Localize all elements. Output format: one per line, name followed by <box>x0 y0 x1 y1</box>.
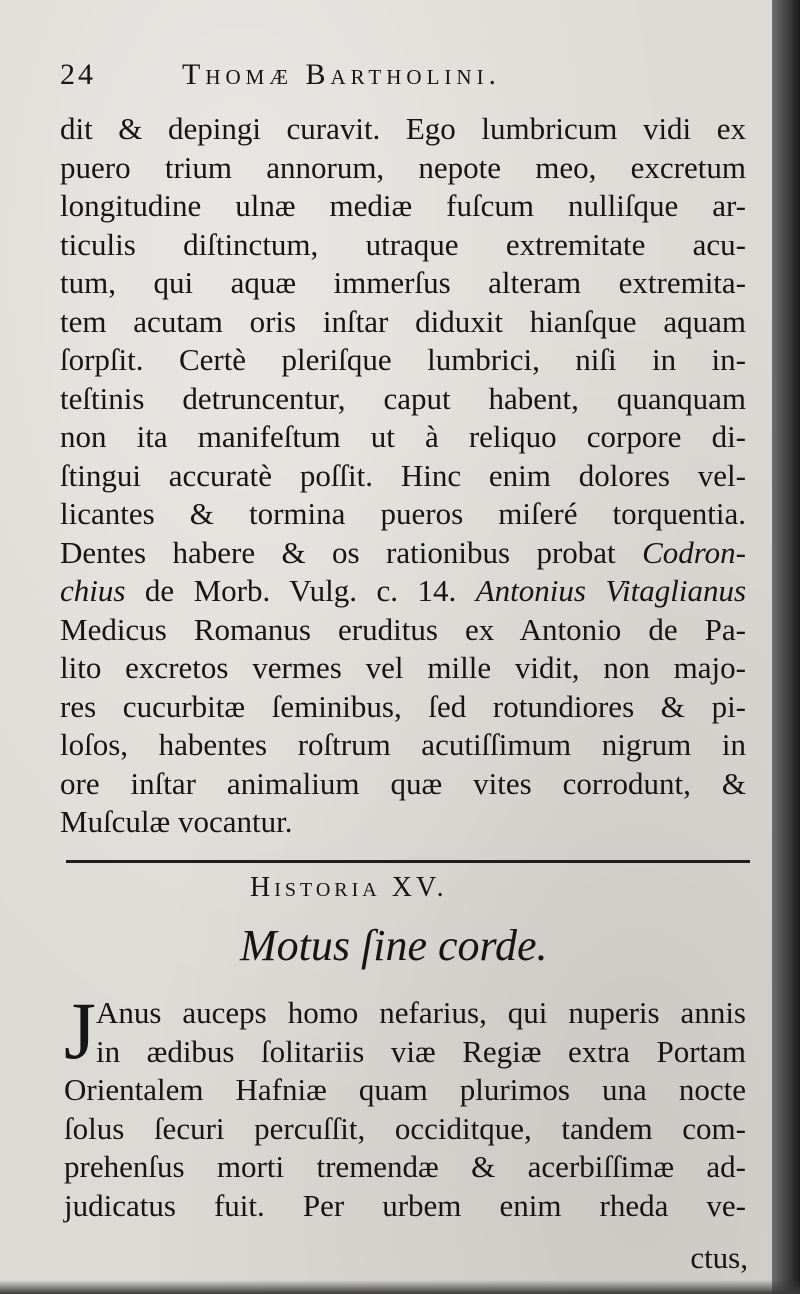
section-heading: Historia XV. <box>250 872 448 903</box>
text-line: ticulis diſtinctum, utraque extremitate acu- <box>60 226 746 262</box>
text-line: prehenſus morti tremendæ & acerbiſſimæ ad- <box>64 1149 746 1184</box>
section-text-block <box>64 985 746 1225</box>
citation-author-cont: chius <box>60 573 126 608</box>
text-line: longitudine ulnæ mediæ fuſcum nulliſque ar- <box>60 188 746 223</box>
text-line: dit & depingi curavit. Ego lumbricum vidi ex <box>60 111 746 146</box>
drop-cap: J <box>64 985 96 1076</box>
main-text-block <box>60 110 746 842</box>
text-line: ſolus ſecuri percuſſit, occiditque, tandem com- <box>64 1110 746 1146</box>
page-bottom-shadow <box>0 1280 800 1294</box>
text-line-citation <box>60 572 746 611</box>
text-line: tem acutam oris inſtar diduxit hianſque aquam <box>60 303 746 339</box>
citation-reference: de Morb. Vulg. c. 14. <box>144 573 457 608</box>
text-line: ore inſtar animalium quæ vites corrodunt, & <box>60 765 746 801</box>
running-head <box>60 58 750 102</box>
text-line: Anus auceps homo nefarius, qui nuperis annis <box>96 995 746 1030</box>
text-line-dentes <box>60 534 746 573</box>
text-line: puero trium annorum, nepote meo, excretum <box>60 149 746 185</box>
citation-author: Codron- <box>642 534 746 570</box>
page-edge-shadow <box>772 0 800 1294</box>
text-line: judicatus fuit. Per urbem enim rheda ve- <box>64 1187 746 1223</box>
catchword: ctus, <box>690 1240 748 1275</box>
text-line: res cucurbitæ ſeminibus, ſed rotundiores & pi- <box>60 688 746 724</box>
page-number: 24 <box>60 58 96 91</box>
text-line: Muſculæ vocantur. <box>60 804 293 839</box>
text-line: ſorpſit. Certè pleriſque lumbrici, niſi in in- <box>60 342 746 377</box>
section-divider <box>66 860 750 863</box>
text-line: Medicus Romanus eruditus ex Antonio de Pa- <box>60 611 746 647</box>
running-title: Thomæ Bartholini. <box>182 58 502 91</box>
text-line: ſtingui accuratè poſſit. Hinc enim dolores vel- <box>60 457 746 493</box>
citation-name: Antonius Vitaglianus <box>475 573 747 608</box>
section-subtitle: Motus ſine corde. <box>240 921 548 970</box>
text-line: loſos, habentes roſtrum acutiſſimum nigrum in <box>60 727 746 762</box>
text-line: teſtinis detruncentur, caput habent, quanquam <box>60 380 746 416</box>
text-line: licantes & tormina pueros miſeré torquentia. <box>60 496 746 531</box>
text-line: Orientalem Hafniæ quam plurimos una nocte <box>64 1072 746 1107</box>
text-line: tum, qui aquæ immerſus alteram extremita- <box>60 265 746 300</box>
text-line: in ædibus ſolitariis viæ Regiæ extra Portam <box>96 1033 746 1069</box>
text-line: non ita manifeſtum ut à reliquo corpore di- <box>60 419 746 454</box>
text-line: lito excretos vermes vel mille vidit, non majo- <box>60 650 746 685</box>
dentes-text: Dentes habere & os rationibus probat <box>60 534 616 570</box>
